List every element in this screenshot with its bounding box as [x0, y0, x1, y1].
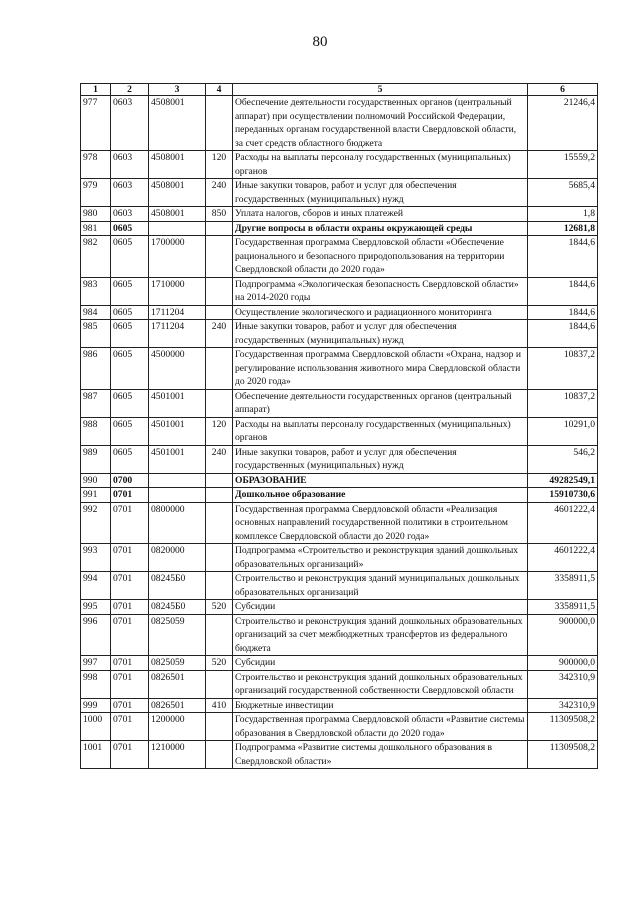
row-description: Расходы на выплаты персоналу государственных (муниципальных) органов [233, 417, 528, 445]
row-amount: 546,2 [528, 445, 598, 473]
row-description: Государственная программа Свердловской области «Обеспечение рационального и безопасного природопользования на территории Свердловской области до 2020 года» [233, 236, 528, 278]
row-amount: 1844,6 [528, 277, 598, 305]
row-amount: 4601222,4 [528, 544, 598, 572]
target-code: 4501001 [149, 389, 206, 417]
row-amount: 10291,0 [528, 417, 598, 445]
row-description: Государственная программа Свердловской области «Развитие системы образования в Свердловской области до 2020 года» [233, 713, 528, 741]
row-description: Иные закупки товаров, работ и услуг для обеспечения государственных (муниципальных) нужд [233, 179, 528, 207]
row-description: Строительство и реконструкция зданий муниципальных дошкольных образовательных организаций [233, 572, 528, 600]
expense-type [206, 96, 233, 151]
row-number: 984 [81, 305, 111, 320]
row-number: 987 [81, 389, 111, 417]
target-code: 0826501 [149, 670, 206, 698]
table-row [81, 96, 598, 151]
expense-type: 120 [206, 151, 233, 179]
table-row [81, 445, 598, 473]
expense-type [206, 473, 233, 488]
table-row [81, 572, 598, 600]
target-code: 08245Б0 [149, 572, 206, 600]
section-code: 0605 [111, 320, 149, 348]
row-amount: 5685,4 [528, 179, 598, 207]
table-row [81, 320, 598, 348]
row-number: 998 [81, 670, 111, 698]
expense-type: 240 [206, 179, 233, 207]
row-amount: 11309508,2 [528, 741, 598, 769]
table-row [81, 236, 598, 278]
row-number: 986 [81, 348, 111, 390]
row-number: 982 [81, 236, 111, 278]
table-row [81, 389, 598, 417]
target-code: 4508001 [149, 207, 206, 222]
target-code: 1700000 [149, 236, 206, 278]
section-code: 0603 [111, 96, 149, 151]
expense-type: 520 [206, 600, 233, 615]
table-row [81, 277, 598, 305]
row-description: Строительство и реконструкция зданий дошкольных образовательных организаций за счет межбюджетных трансфертов из федерального бюджета [233, 614, 528, 656]
row-amount: 1,8 [528, 207, 598, 222]
table-row [81, 207, 598, 222]
target-code: 4508001 [149, 96, 206, 151]
row-amount: 12681,8 [528, 221, 598, 236]
target-code [149, 473, 206, 488]
expense-type [206, 389, 233, 417]
target-code: 0820000 [149, 544, 206, 572]
budget-table [80, 83, 598, 769]
header-col-5: 5 [233, 84, 528, 96]
row-amount: 342310,9 [528, 670, 598, 698]
row-number: 977 [81, 96, 111, 151]
table-row [81, 656, 598, 671]
row-description: Обеспечение деятельности государственных органов (центральный аппарат) [233, 389, 528, 417]
table-row [81, 151, 598, 179]
section-code: 0603 [111, 179, 149, 207]
table-row [81, 713, 598, 741]
row-description: Государственная программа Свердловской области «Охрана, надзор и регулирование использования животного мира Свердловской области до 2020 года» [233, 348, 528, 390]
section-code: 0701 [111, 488, 149, 503]
table-row [81, 502, 598, 544]
target-code: 1210000 [149, 741, 206, 769]
page-number: 80 [312, 34, 328, 50]
row-description: Строительство и реконструкция зданий дошкольных образовательных организаций государственной собственности Свердловской области [233, 670, 528, 698]
row-number: 1000 [81, 713, 111, 741]
expense-type: 410 [206, 698, 233, 713]
section-code: 0701 [111, 600, 149, 615]
row-description: Подпрограмма «Строительство и реконструкция зданий дошкольных образовательных организаций» [233, 544, 528, 572]
table-row [81, 305, 598, 320]
row-number: 1001 [81, 741, 111, 769]
header-col-2: 2 [111, 84, 149, 96]
expense-type: 240 [206, 445, 233, 473]
row-number: 991 [81, 488, 111, 503]
target-code: 1200000 [149, 713, 206, 741]
row-amount: 1844,6 [528, 305, 598, 320]
header-col-1: 1 [81, 84, 111, 96]
target-code: 4508001 [149, 151, 206, 179]
section-code: 0605 [111, 305, 149, 320]
row-amount: 11309508,2 [528, 713, 598, 741]
section-code: 0603 [111, 207, 149, 222]
target-code [149, 221, 206, 236]
expense-type: 850 [206, 207, 233, 222]
expense-type: 520 [206, 656, 233, 671]
expense-type [206, 572, 233, 600]
row-amount: 21246,4 [528, 96, 598, 151]
row-number: 999 [81, 698, 111, 713]
expense-type [206, 544, 233, 572]
expense-type [206, 670, 233, 698]
row-description: Осуществление экологического и радиационного мониторинга [233, 305, 528, 320]
expense-type [206, 305, 233, 320]
row-description: Расходы на выплаты персоналу государственных (муниципальных) органов [233, 151, 528, 179]
row-number: 988 [81, 417, 111, 445]
row-description: Субсидии [233, 656, 528, 671]
section-code: 0605 [111, 221, 149, 236]
section-code: 0701 [111, 713, 149, 741]
target-code: 1710000 [149, 277, 206, 305]
section-code: 0701 [111, 670, 149, 698]
expense-type [206, 502, 233, 544]
table-row [81, 473, 598, 488]
row-number: 990 [81, 473, 111, 488]
target-code: 0825059 [149, 614, 206, 656]
section-code: 0605 [111, 389, 149, 417]
header-row [81, 84, 598, 96]
expense-type: 240 [206, 320, 233, 348]
table-row [81, 741, 598, 769]
section-code: 0701 [111, 502, 149, 544]
row-amount: 4601222,4 [528, 502, 598, 544]
target-code: 4501001 [149, 417, 206, 445]
row-description: Обеспечение деятельности государственных органов (центральный аппарат) при осуществлении полномочий Российской Федерации, переданных органам государственной власти Свердловской области, за счет средств областного бюджета [233, 96, 528, 151]
row-description: Субсидии [233, 600, 528, 615]
section-code: 0701 [111, 614, 149, 656]
row-number: 996 [81, 614, 111, 656]
target-code: 0825059 [149, 656, 206, 671]
row-amount: 10837,2 [528, 389, 598, 417]
row-number: 979 [81, 179, 111, 207]
row-number: 997 [81, 656, 111, 671]
target-code: 1711204 [149, 320, 206, 348]
table-row [81, 488, 598, 503]
target-code: 4501001 [149, 445, 206, 473]
row-number: 983 [81, 277, 111, 305]
header-col-4: 4 [206, 84, 233, 96]
row-description: Подпрограмма «Экологическая безопасность Свердловской области» на 2014-2020 годы [233, 277, 528, 305]
expense-type [206, 614, 233, 656]
row-description: Государственная программа Свердловской области «Реализация основных направлений государственной политики в строительном комплексе Свердловской области до 2020 года» [233, 502, 528, 544]
section-code: 0605 [111, 445, 149, 473]
row-description: Подпрограмма «Развитие системы дошкольного образования в Свердловской области» [233, 741, 528, 769]
table-row [81, 544, 598, 572]
section-code: 0603 [111, 151, 149, 179]
target-code: 4500000 [149, 348, 206, 390]
section-code: 0605 [111, 277, 149, 305]
row-description: Бюджетные инвестиции [233, 698, 528, 713]
row-number: 992 [81, 502, 111, 544]
expense-type: 120 [206, 417, 233, 445]
expense-type [206, 713, 233, 741]
row-number: 981 [81, 221, 111, 236]
row-amount: 10837,2 [528, 348, 598, 390]
row-amount: 342310,9 [528, 698, 598, 713]
row-amount: 15559,2 [528, 151, 598, 179]
table-row [81, 417, 598, 445]
target-code: 0826501 [149, 698, 206, 713]
row-amount: 900000,0 [528, 656, 598, 671]
section-code: 0701 [111, 656, 149, 671]
section-code: 0701 [111, 572, 149, 600]
row-number: 980 [81, 207, 111, 222]
table-row [81, 221, 598, 236]
row-description: ОБРАЗОВАНИЕ [233, 473, 528, 488]
table-row [81, 179, 598, 207]
row-amount: 900000,0 [528, 614, 598, 656]
row-amount: 15910730,6 [528, 488, 598, 503]
table-row [81, 600, 598, 615]
row-number: 993 [81, 544, 111, 572]
target-code: 4508001 [149, 179, 206, 207]
row-description: Другие вопросы в области охраны окружающей среды [233, 221, 528, 236]
header-col-3: 3 [149, 84, 206, 96]
section-code: 0700 [111, 473, 149, 488]
row-number: 985 [81, 320, 111, 348]
row-number: 978 [81, 151, 111, 179]
row-description: Уплата налогов, сборов и иных платежей [233, 207, 528, 222]
target-code: 08245Б0 [149, 600, 206, 615]
row-amount: 3358911,5 [528, 572, 598, 600]
row-description: Иные закупки товаров, работ и услуг для обеспечения государственных (муниципальных) нужд [233, 445, 528, 473]
row-amount: 1844,6 [528, 320, 598, 348]
section-code: 0605 [111, 236, 149, 278]
table-row [81, 670, 598, 698]
section-code: 0605 [111, 348, 149, 390]
header-col-6: 6 [528, 84, 598, 96]
target-code: 0800000 [149, 502, 206, 544]
row-number: 989 [81, 445, 111, 473]
row-description: Иные закупки товаров, работ и услуг для обеспечения государственных (муниципальных) нужд [233, 320, 528, 348]
expense-type [206, 488, 233, 503]
row-number: 995 [81, 600, 111, 615]
target-code: 1711204 [149, 305, 206, 320]
row-amount: 3358911,5 [528, 600, 598, 615]
row-amount: 49282549,1 [528, 473, 598, 488]
row-description: Дошкольное образование [233, 488, 528, 503]
expense-type [206, 236, 233, 278]
table-row [81, 698, 598, 713]
expense-type [206, 221, 233, 236]
expense-type [206, 277, 233, 305]
section-code: 0701 [111, 741, 149, 769]
table-row [81, 614, 598, 656]
section-code: 0701 [111, 544, 149, 572]
target-code [149, 488, 206, 503]
row-number: 994 [81, 572, 111, 600]
table-row [81, 348, 598, 390]
expense-type [206, 741, 233, 769]
section-code: 0701 [111, 698, 149, 713]
section-code: 0605 [111, 417, 149, 445]
row-amount: 1844,6 [528, 236, 598, 278]
expense-type [206, 348, 233, 390]
